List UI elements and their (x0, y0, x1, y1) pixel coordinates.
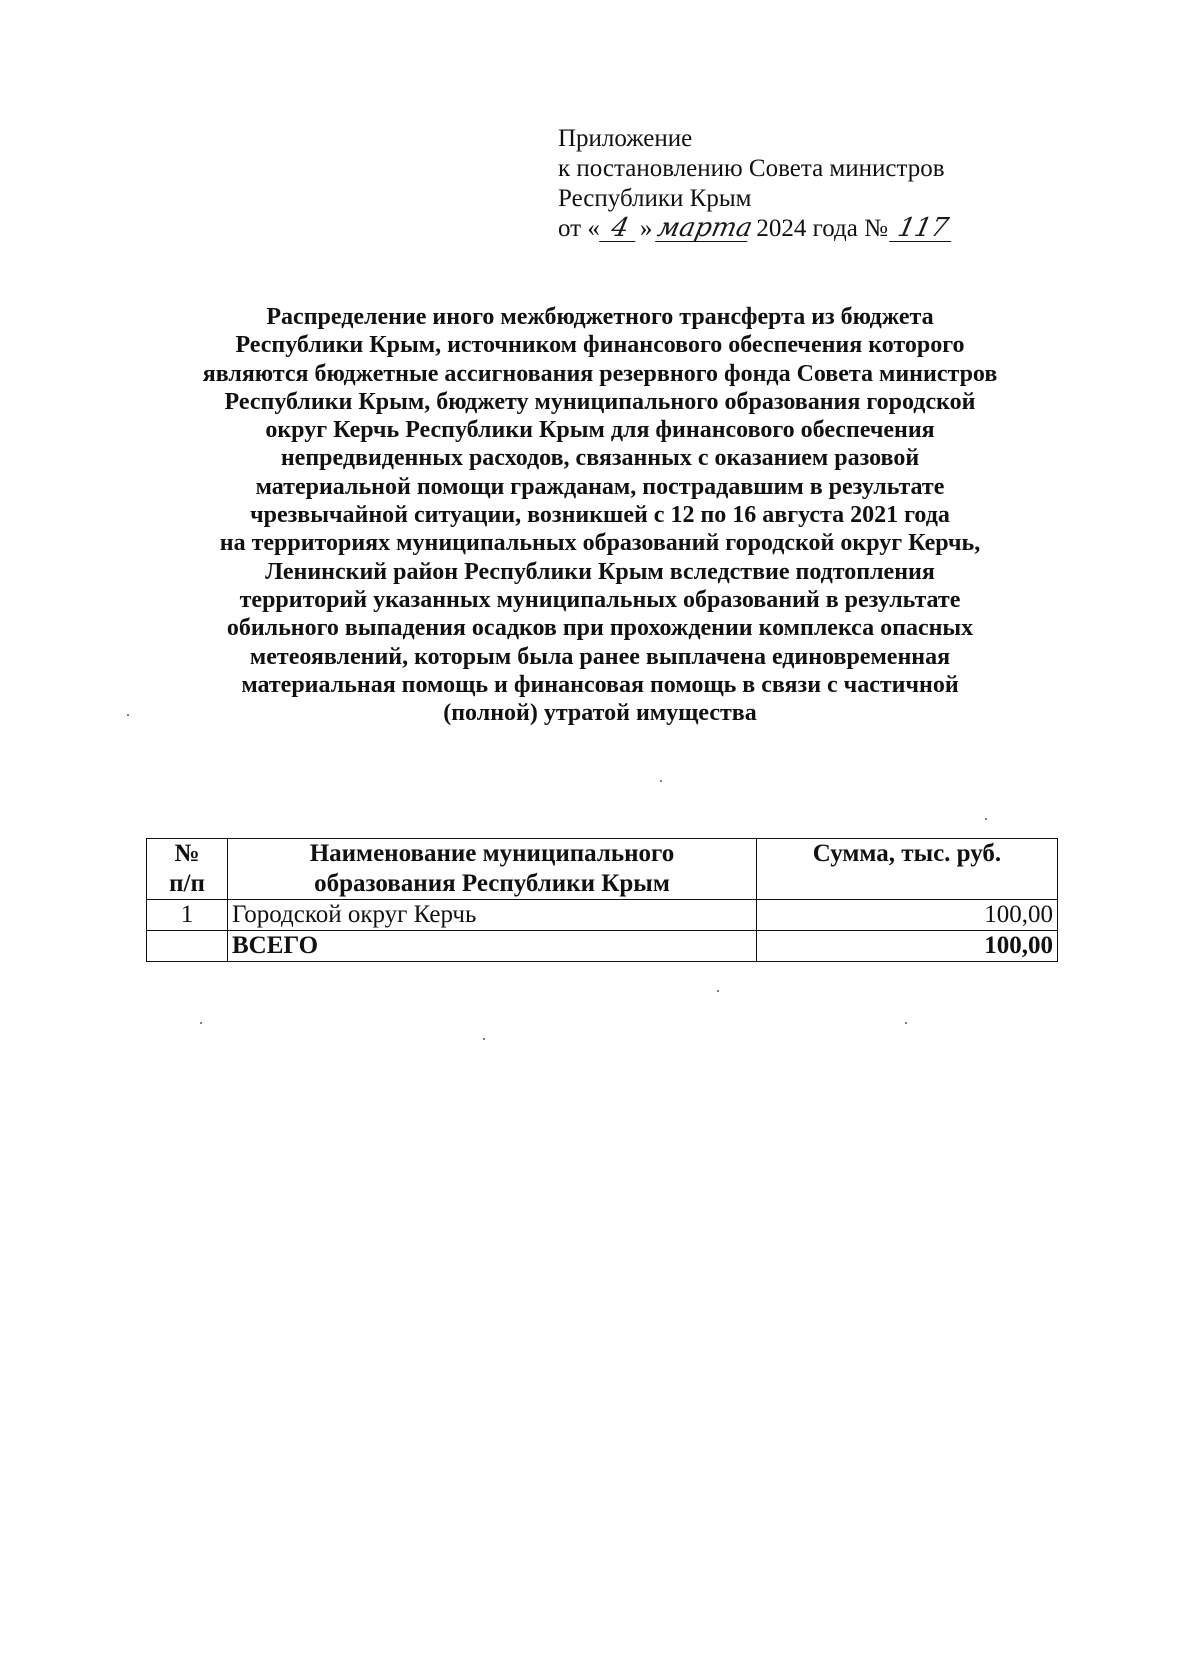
title-line: чрезвычайной ситуации, возникшей с 12 по 16 августа 2021 года (250, 502, 950, 529)
scan-speck (483, 1038, 485, 1040)
handwritten-doc-number: 117 (889, 215, 957, 242)
header-name (228, 839, 757, 900)
appendix-line-3: Республики Крым (558, 185, 752, 212)
title-line: непредвиденных расходов, связанных с оказанием разовой (280, 445, 920, 472)
title-line: материальной помощи гражданам, пострадавшим в результате (255, 473, 945, 500)
title-line: на территориях муниципальных образований городской округ Керчь, (219, 530, 981, 557)
date-year-text: 2024 года № (756, 215, 888, 242)
title-line: Распределение иного межбюджетного трансферта из бюджета (266, 304, 934, 330)
header-name-line2: образования Республики Крым (314, 870, 670, 897)
table-row (147, 900, 1058, 931)
document-title (120, 303, 1080, 727)
header-num-line2: п/п (169, 870, 205, 897)
header-sum: Сумма, тыс. руб. (757, 839, 1058, 900)
title-line: территорий указанных муниципальных образований в результате (239, 586, 961, 613)
title-line: метеоявлений, которым была ранее выплачена единовременная (249, 643, 951, 670)
header-num-line1: № (174, 840, 200, 867)
total-num-empty (147, 931, 228, 962)
date-prefix: от « (558, 215, 600, 242)
scan-speck (660, 780, 662, 782)
header-name-line1: Наименование муниципального (309, 840, 675, 867)
total-sum: 100,00 (757, 931, 1058, 962)
table-header-row (147, 839, 1058, 900)
scan-speck (127, 714, 129, 716)
scan-speck (905, 1022, 907, 1024)
total-label: ВСЕГО (228, 931, 757, 962)
handwritten-day: 4 (599, 215, 641, 242)
title-line: Ленинский район Республики Крым вследствие подтопления (265, 558, 935, 585)
appendix-block (558, 124, 954, 244)
scan-speck (717, 990, 719, 992)
title-line: округ Керчь Республики Крым для финансового обеспечения (265, 417, 935, 444)
date-mid: » (639, 215, 653, 242)
row-num: 1 (147, 900, 228, 931)
title-line: Республики Крым, источником финансового обеспечения которого (235, 332, 965, 359)
title-line: (полной) утратой имущества (443, 700, 757, 727)
scan-speck (985, 818, 987, 820)
scan-speck (200, 1022, 202, 1024)
appendix-date-line (558, 214, 954, 244)
row-sum: 100,00 (757, 900, 1058, 931)
appendix-line-2: к постановлению Совета министров (558, 155, 945, 182)
distribution-table (146, 838, 1058, 962)
total-row (147, 931, 1058, 962)
title-line: являются бюджетные ассигнования резервного фонда Совета министров (202, 360, 998, 387)
title-line: материальная помощь и финансовая помощь в связи с частичной (241, 671, 959, 698)
title-line: Республики Крым, бюджету муниципального образования городской (224, 388, 976, 415)
header-num (147, 839, 228, 900)
appendix-line-1: Приложение (558, 125, 693, 152)
handwritten-month: марта (655, 213, 756, 243)
row-name: Городской округ Керчь (228, 900, 757, 931)
title-line: обильного выпадения осадков при прохождении комплекса опасных (226, 615, 974, 642)
